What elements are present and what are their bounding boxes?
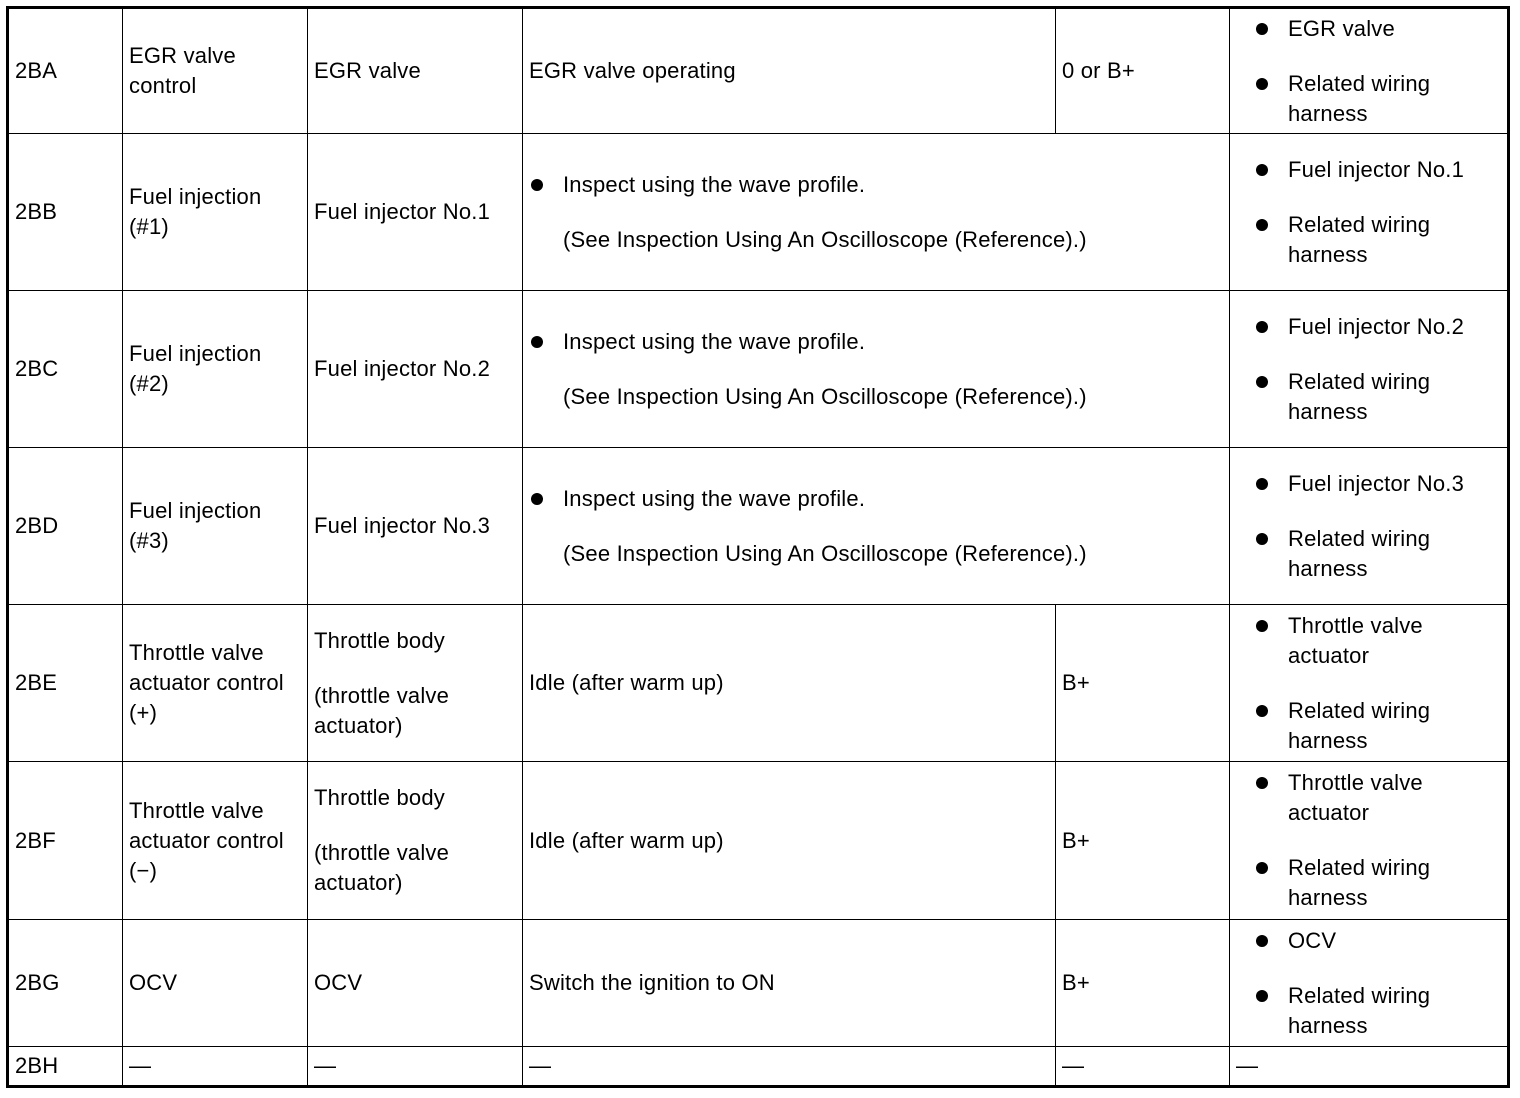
inspection-method-item: Inspect using the wave profile.	[529, 170, 1223, 200]
voltage-cell: 0 or B+	[1056, 8, 1230, 134]
signal-cell: OCV	[123, 920, 308, 1047]
inspection-items-cell	[1230, 134, 1509, 291]
terminal-cell: 2BG	[8, 920, 123, 1047]
connected-to-cell: EGR valve	[308, 8, 523, 134]
table-row	[8, 605, 1509, 762]
inspection-items-cell	[1230, 605, 1509, 762]
inspection-item: Related wiring harness	[1230, 853, 1501, 913]
inspection-item: Fuel injector No.2	[1230, 312, 1501, 342]
voltage-cell: —	[1056, 1047, 1230, 1087]
test-condition-cell: Idle (after warm up)	[523, 762, 1056, 920]
reference-note: (See Inspection Using An Oscilloscope (Reference).)	[563, 383, 1087, 409]
signal-cell: Fuel injection (#1)	[123, 134, 308, 291]
terminal-spec-table	[6, 6, 1510, 1088]
terminal-cell: 2BC	[8, 291, 123, 448]
terminal-cell: 2BE	[8, 605, 123, 762]
test-condition-cell: Switch the ignition to ON	[523, 920, 1056, 1047]
inspection-items-cell	[1230, 920, 1509, 1047]
terminal-cell: 2BH	[8, 1047, 123, 1087]
terminal-cell: 2BA	[8, 8, 123, 134]
inspection-items-cell	[1230, 291, 1509, 448]
inspection-items-cell	[1230, 762, 1509, 920]
table-row	[8, 134, 1509, 291]
signal-cell: Fuel injection (#3)	[123, 448, 308, 605]
table-row	[8, 762, 1509, 920]
reference-note: (See Inspection Using An Oscilloscope (Reference).)	[563, 540, 1087, 566]
inspection-item: Related wiring harness	[1230, 69, 1501, 129]
connected-to-cell: Fuel injector No.1	[308, 134, 523, 291]
test-condition-cell: —	[523, 1047, 1056, 1087]
terminal-cell: 2BF	[8, 762, 123, 920]
connected-to-note: (throttle valve actuator)	[314, 682, 450, 738]
signal-cell: Throttle valve actuator control (−)	[123, 762, 308, 920]
inspection-item: Throttle valve actuator	[1230, 768, 1501, 828]
inspection-item: Related wiring harness	[1230, 210, 1501, 270]
connected-to-cell	[308, 605, 523, 762]
inspection-items-cell: —	[1230, 1047, 1509, 1087]
inspection-item: Fuel injector No.3	[1230, 469, 1501, 499]
terminal-cell: 2BD	[8, 448, 123, 605]
reference-note: (See Inspection Using An Oscilloscope (Reference).)	[563, 226, 1087, 252]
inspection-item: Related wiring harness	[1230, 696, 1501, 756]
inspection-item: OCV	[1230, 926, 1501, 956]
voltage-cell: B+	[1056, 605, 1230, 762]
table-row	[8, 920, 1509, 1047]
table-row	[8, 448, 1509, 605]
inspection-method-item: Inspect using the wave profile.	[529, 484, 1223, 514]
signal-cell: Throttle valve actuator control (+)	[123, 605, 308, 762]
table-row	[8, 1047, 1509, 1087]
voltage-cell: B+	[1056, 762, 1230, 920]
connected-to-cell: Fuel injector No.2	[308, 291, 523, 448]
table-row	[8, 291, 1509, 448]
inspection-items-cell	[1230, 8, 1509, 134]
connected-to-label: Throttle body	[314, 785, 446, 810]
connected-to-cell	[308, 762, 523, 920]
inspection-method-item: Inspect using the wave profile.	[529, 327, 1223, 357]
connected-to-label: Throttle body	[314, 627, 446, 653]
voltage-cell: B+	[1056, 920, 1230, 1047]
inspection-method-cell	[523, 134, 1230, 291]
connected-to-cell: —	[308, 1047, 523, 1087]
connected-to-cell: OCV	[308, 920, 523, 1047]
inspection-method-cell	[523, 291, 1230, 448]
inspection-item: Related wiring harness	[1230, 524, 1501, 584]
test-condition-cell: EGR valve operating	[523, 8, 1056, 134]
inspection-items-cell	[1230, 448, 1509, 605]
inspection-item: Related wiring harness	[1230, 367, 1501, 427]
inspection-item: Throttle valve actuator	[1230, 611, 1501, 671]
signal-cell: —	[123, 1047, 308, 1087]
signal-cell: Fuel injection (#2)	[123, 291, 308, 448]
signal-cell: EGR valve control	[123, 8, 308, 134]
terminal-cell: 2BB	[8, 134, 123, 291]
inspection-item: Related wiring harness	[1230, 981, 1501, 1041]
connected-to-note: (throttle valve actuator)	[314, 840, 450, 895]
inspection-method-cell	[523, 448, 1230, 605]
table-row	[8, 8, 1509, 134]
inspection-item: EGR valve	[1230, 14, 1501, 44]
inspection-item: Fuel injector No.1	[1230, 155, 1501, 185]
test-condition-cell: Idle (after warm up)	[523, 605, 1056, 762]
connected-to-cell: Fuel injector No.3	[308, 448, 523, 605]
